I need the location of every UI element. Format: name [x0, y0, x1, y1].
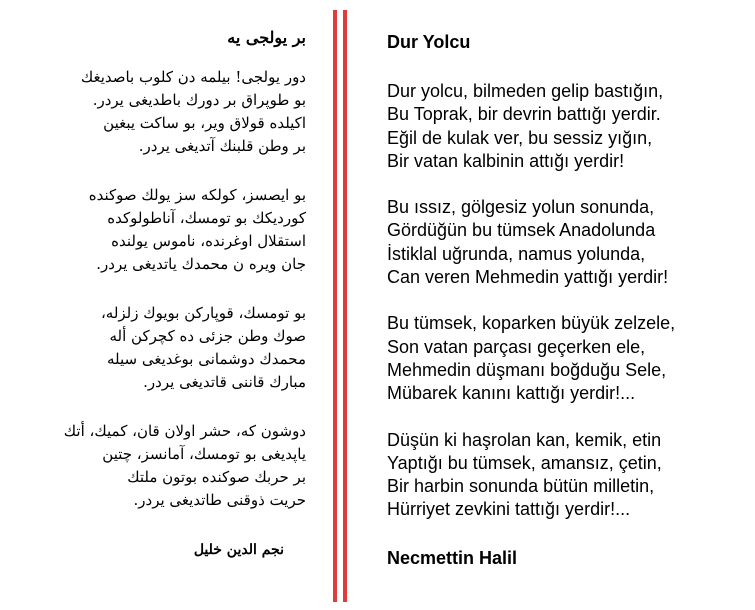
- turkish-line: Yaptığı bu tümsek, amansız, çetin,: [387, 452, 662, 473]
- ottoman-line: دور يولجى! بيلمه دن كلوب باصديغك: [80, 68, 306, 86]
- ottoman-line: كورديكك بو تومسك، آناطولوكده: [107, 209, 306, 227]
- ottoman-line: حريت ذوقنى طاتديغى يردر.: [133, 491, 306, 509]
- ottoman-line: بو ايصسز، كولكه سز يولك صوكنده: [88, 186, 306, 204]
- red-divider-line-right: [343, 10, 347, 602]
- turkish-stanza-3: [387, 312, 747, 405]
- turkish-stanza-4: [387, 429, 747, 522]
- turkish-line: Bu ıssız, gölgesiz yolun sonunda,: [387, 197, 655, 218]
- turkish-author: Necmettin Halil: [387, 547, 518, 568]
- turkish-line: Bu Toprak, bir devrin battığı yerdir.: [387, 104, 661, 125]
- ottoman-line: ياپديغى بو تومسك، آمانسز، چتين: [102, 445, 306, 463]
- ottoman-line: بو طوپراق بر دورك باطديغى يردر.: [92, 91, 306, 109]
- turkish-line: Gördüğün bu tümsek Anadolunda: [387, 220, 656, 241]
- turkish-poem: [387, 29, 747, 571]
- ottoman-poem: [10, 26, 306, 562]
- ottoman-line: اكيلده قولاق وير، بو ساكت يبغين: [103, 114, 306, 132]
- turkish-line: Son vatan parçası geçerken ele,: [387, 336, 646, 357]
- ottoman-line: صوك وطن جزئى ده كچركن أله: [109, 327, 306, 345]
- ottoman-stanza-2: [10, 184, 306, 276]
- turkish-line: Mübarek kanını kattığı yerdir!...: [387, 383, 636, 404]
- ottoman-stanza-3: [10, 302, 306, 394]
- ottoman-line: بر حربك صوكنده بوتون ملتك: [127, 468, 306, 486]
- ottoman-line: بو تومسك، قوپاركن بويوك زلزله،: [100, 304, 306, 322]
- turkish-line: Hürriyet zevkini tattığı yerdir!...: [387, 499, 631, 520]
- turkish-line: Bir harbin sonunda bütün milletin,: [387, 476, 655, 497]
- turkish-line: Eğil de kulak ver, bu sessiz yığın,: [387, 127, 653, 148]
- ottoman-stanza-4: [10, 420, 306, 512]
- ottoman-author: نجم الدين خليل: [193, 542, 284, 558]
- turkish-line: Can veren Mehmedin yattığı yerdir!: [387, 267, 669, 288]
- turkish-line: Dur yolcu, bilmeden gelip bastığın,: [387, 81, 664, 101]
- ottoman-line: دوشون كه، حشر اولان قان، كميك، أتك: [63, 422, 306, 440]
- turkish-line: İstiklal uğrunda, namus yolunda,: [387, 243, 646, 264]
- ottoman-line: محمدك دوشمانى بوغديغى سيله: [107, 350, 306, 368]
- turkish-line: Bir vatan kalbinin attığı yerdir!: [387, 150, 625, 171]
- turkish-line: Mehmedin düşmanı boğduğu Sele,: [387, 359, 667, 380]
- ottoman-line: مبارك قاننى قاتديغى يردر.: [143, 373, 306, 391]
- red-divider-line-left: [333, 10, 337, 602]
- ottoman-line: بر وطن قلبنك آتديغى يردر.: [138, 137, 306, 155]
- ottoman-line: استقلال اوغرنده، ناموس يولنده: [111, 232, 306, 250]
- turkish-stanza-1: [387, 80, 747, 173]
- turkish-stanza-2: [387, 196, 747, 289]
- turkish-line: Düşün ki haşrolan kan, kemik, etin: [387, 429, 662, 450]
- turkish-poem-title: Dur Yolcu: [387, 32, 471, 52]
- ottoman-stanza-1: [10, 66, 306, 158]
- turkish-line: Bu tümsek, koparken büyük zelzele,: [387, 313, 676, 334]
- ottoman-line: جان ويره ن محمدك ياتديغى يردر.: [96, 255, 306, 273]
- ottoman-poem-title: بر يولجى يه: [227, 28, 306, 47]
